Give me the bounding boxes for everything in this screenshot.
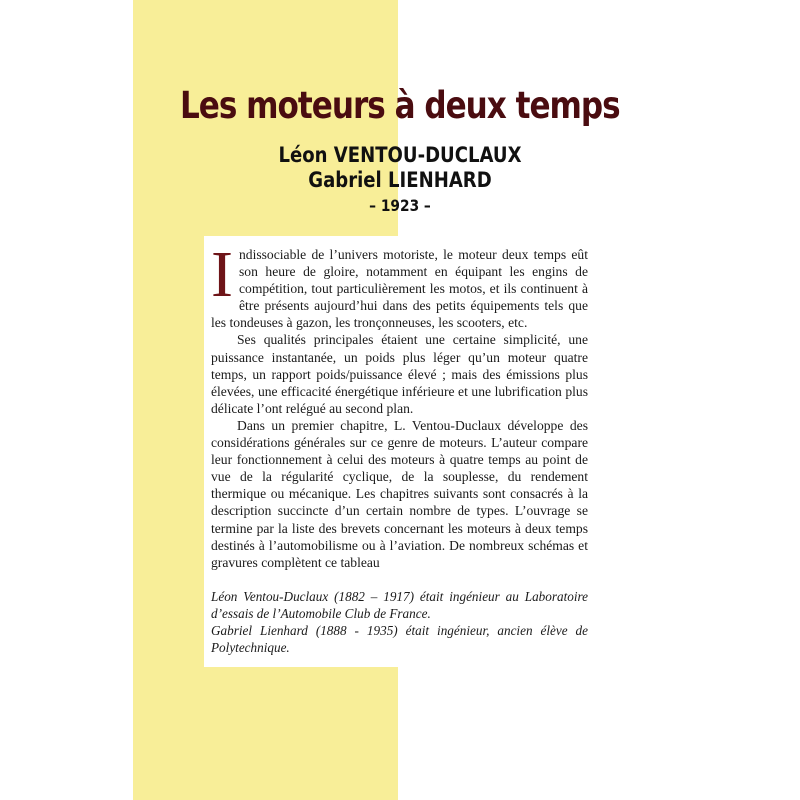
author-bio-1: Léon Ventou-Duclaux (1882 – 1917) était ingénieur au Laboratoire d’essais de l’Automobile Club de France. bbox=[211, 588, 588, 621]
publication-year: – 1923 – bbox=[369, 196, 431, 215]
description-paragraph-3: Dans un premier chapitre, L. Ventou-Duclaux développe des considérations générales sur ce genre de moteurs. L’auteur compare leur fonctionnement à celui des moteurs à quatre temps au point de vue de la régularité cyclique, de la souplesse, du rendement thermique ou mécanique. Les chapitres suivants sont consacrés à la description succincte d’un certain nombre de types. L’ouvrage se termine par la liste des brevets concernant les moteurs à deux temps destinés à l’automobilisme ou à l’aviation. De nombreux schémas et gravures complètent ce tableau bbox=[211, 417, 588, 570]
drop-cap: I bbox=[211, 238, 233, 311]
author-name-2: Gabriel LIENHARD bbox=[308, 168, 492, 192]
author-bio-2: Gabriel Lienhard (1888 - 1935) était ingénieur, ancien élève de Polytechnique. bbox=[211, 622, 588, 656]
description-box bbox=[204, 236, 602, 667]
author-name-1: Léon VENTOU-DUCLAUX bbox=[278, 143, 522, 167]
description-text bbox=[211, 238, 588, 656]
paragraph-1-text: ndissociable de l’univers motoriste, le moteur deux temps eût son heure de gloire, notamment en équipant les engins de compétition, tout particulièrement les motos, et ils continuent à être présents aujourd’hui dans des petits équipements tels que les tondeuses à gazon, les tronçonneuses, les scooters, etc. bbox=[211, 247, 588, 331]
description-paragraph-2: Ses qualités principales étaient une certaine simplicité, une puissance instantanée, un poids plus léger qu’un moteur quatre temps, un rapport poids/puissance élevé ; mais des émissions plus élevées, une efficacité énergétique inférieure et une lubrification plus délicate l’ont relégué au second plan. bbox=[211, 332, 588, 416]
description-paragraph-1 bbox=[211, 238, 588, 331]
book-title: Les moteurs à deux temps bbox=[180, 84, 620, 127]
